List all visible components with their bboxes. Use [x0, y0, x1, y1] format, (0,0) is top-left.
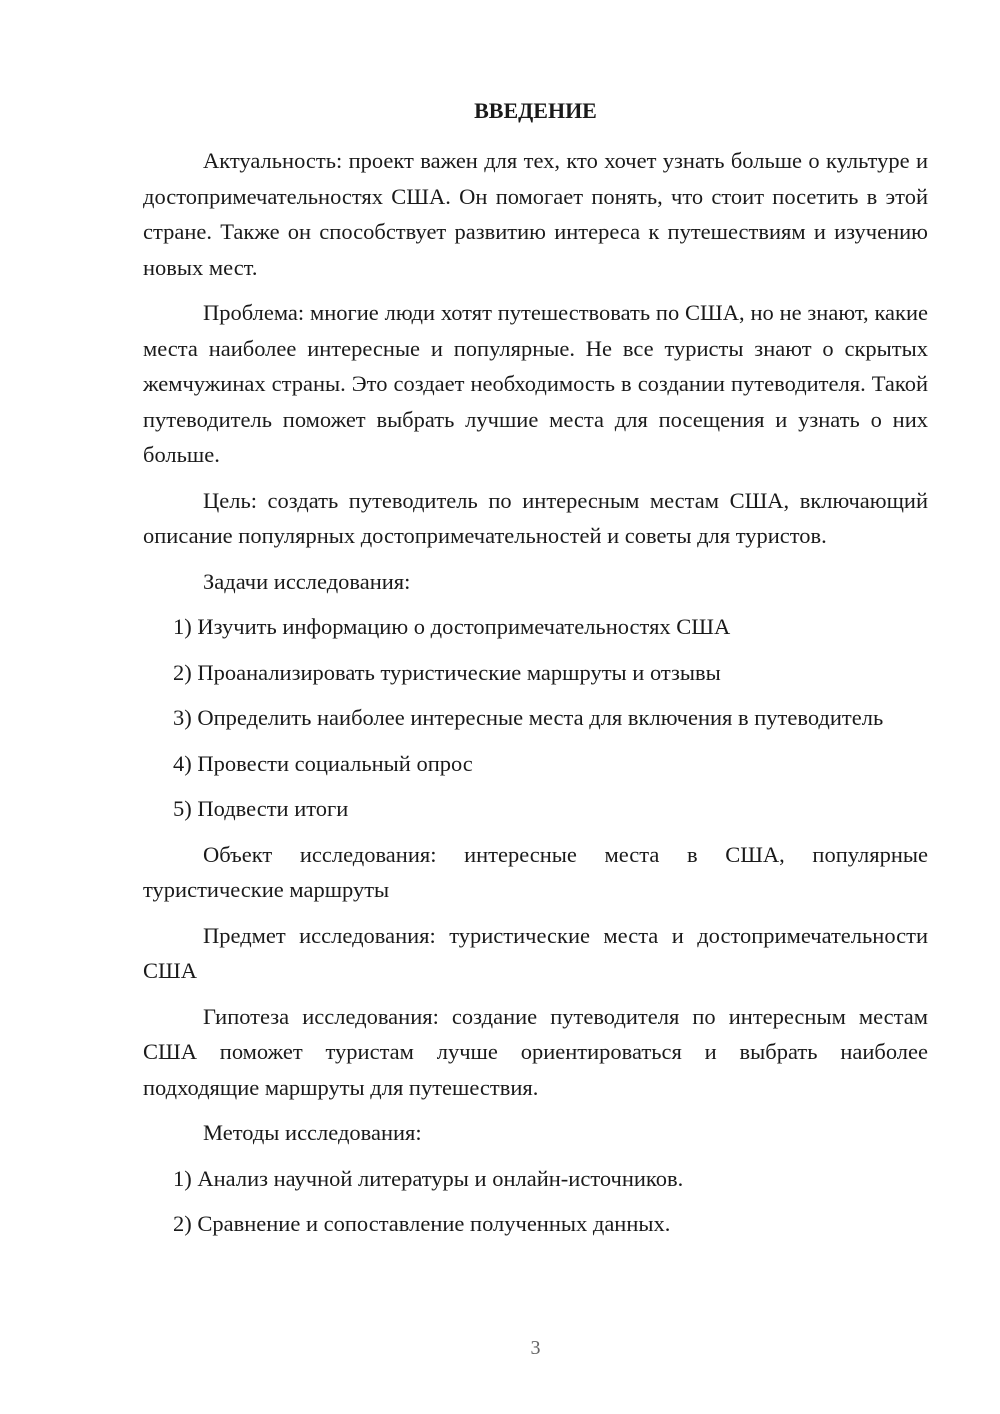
- problem-paragraph: Проблема: многие люди хотят путешествовать по США, но не знают, какие места наиболее интересные и популярные. Не все туристы знают о скрытых жемчужинах страны. Это создает необходимость в создании путеводителя. Такой путеводитель поможет выбрать лучшие места для посещения и узнать о них больше.: [143, 300, 928, 467]
- object-paragraph: Объект исследования: интересные места в США, популярные туристические маршруты: [143, 841, 928, 902]
- section-heading: ВВЕДЕНИЕ: [474, 98, 597, 123]
- relevance-paragraph: Актуальность: проект важен для тех, кто хочет узнать больше о культуре и достопримечательностях США. Он помогает понять, что стоит посетить в этой стране. Также он способствует развитию интереса к путешествиям и изучению новых мест.: [143, 148, 928, 280]
- task-item: 3) Определить наиболее интересные места для включения в путеводитель: [173, 705, 884, 730]
- task-item: 4) Провести социальный опрос: [173, 750, 473, 776]
- hypothesis-paragraph: Гипотеза исследования: создание путеводителя по интересным местам США поможет туристам лучше ориентироваться и выбрать наиболее подходящие маршруты для путешествия.: [143, 1003, 928, 1100]
- task-item: 2) Проанализировать туристические маршруты и отзывы: [173, 659, 721, 685]
- methods-title: Методы исследования:: [203, 1120, 422, 1145]
- task-item: 1) Изучить информацию о достопримечательностях США: [173, 614, 731, 639]
- tasks-title: Задачи исследования:: [203, 568, 411, 594]
- method-item: 2) Сравнение и сопоставление полученных данных.: [173, 1211, 671, 1236]
- goal-paragraph: Цель: создать путеводитель по интересным местам США, включающий описание популярных достопримечательностей и советы для туристов.: [143, 487, 928, 548]
- task-item: 5) Подвести итоги: [173, 796, 349, 821]
- subject-paragraph: Предмет исследования: туристические места и достопримечательности США: [143, 922, 928, 983]
- method-item: 1) Анализ научной литературы и онлайн-источников.: [173, 1165, 684, 1191]
- document-body: [143, 143, 928, 1252]
- page-number: 3: [530, 1337, 541, 1359]
